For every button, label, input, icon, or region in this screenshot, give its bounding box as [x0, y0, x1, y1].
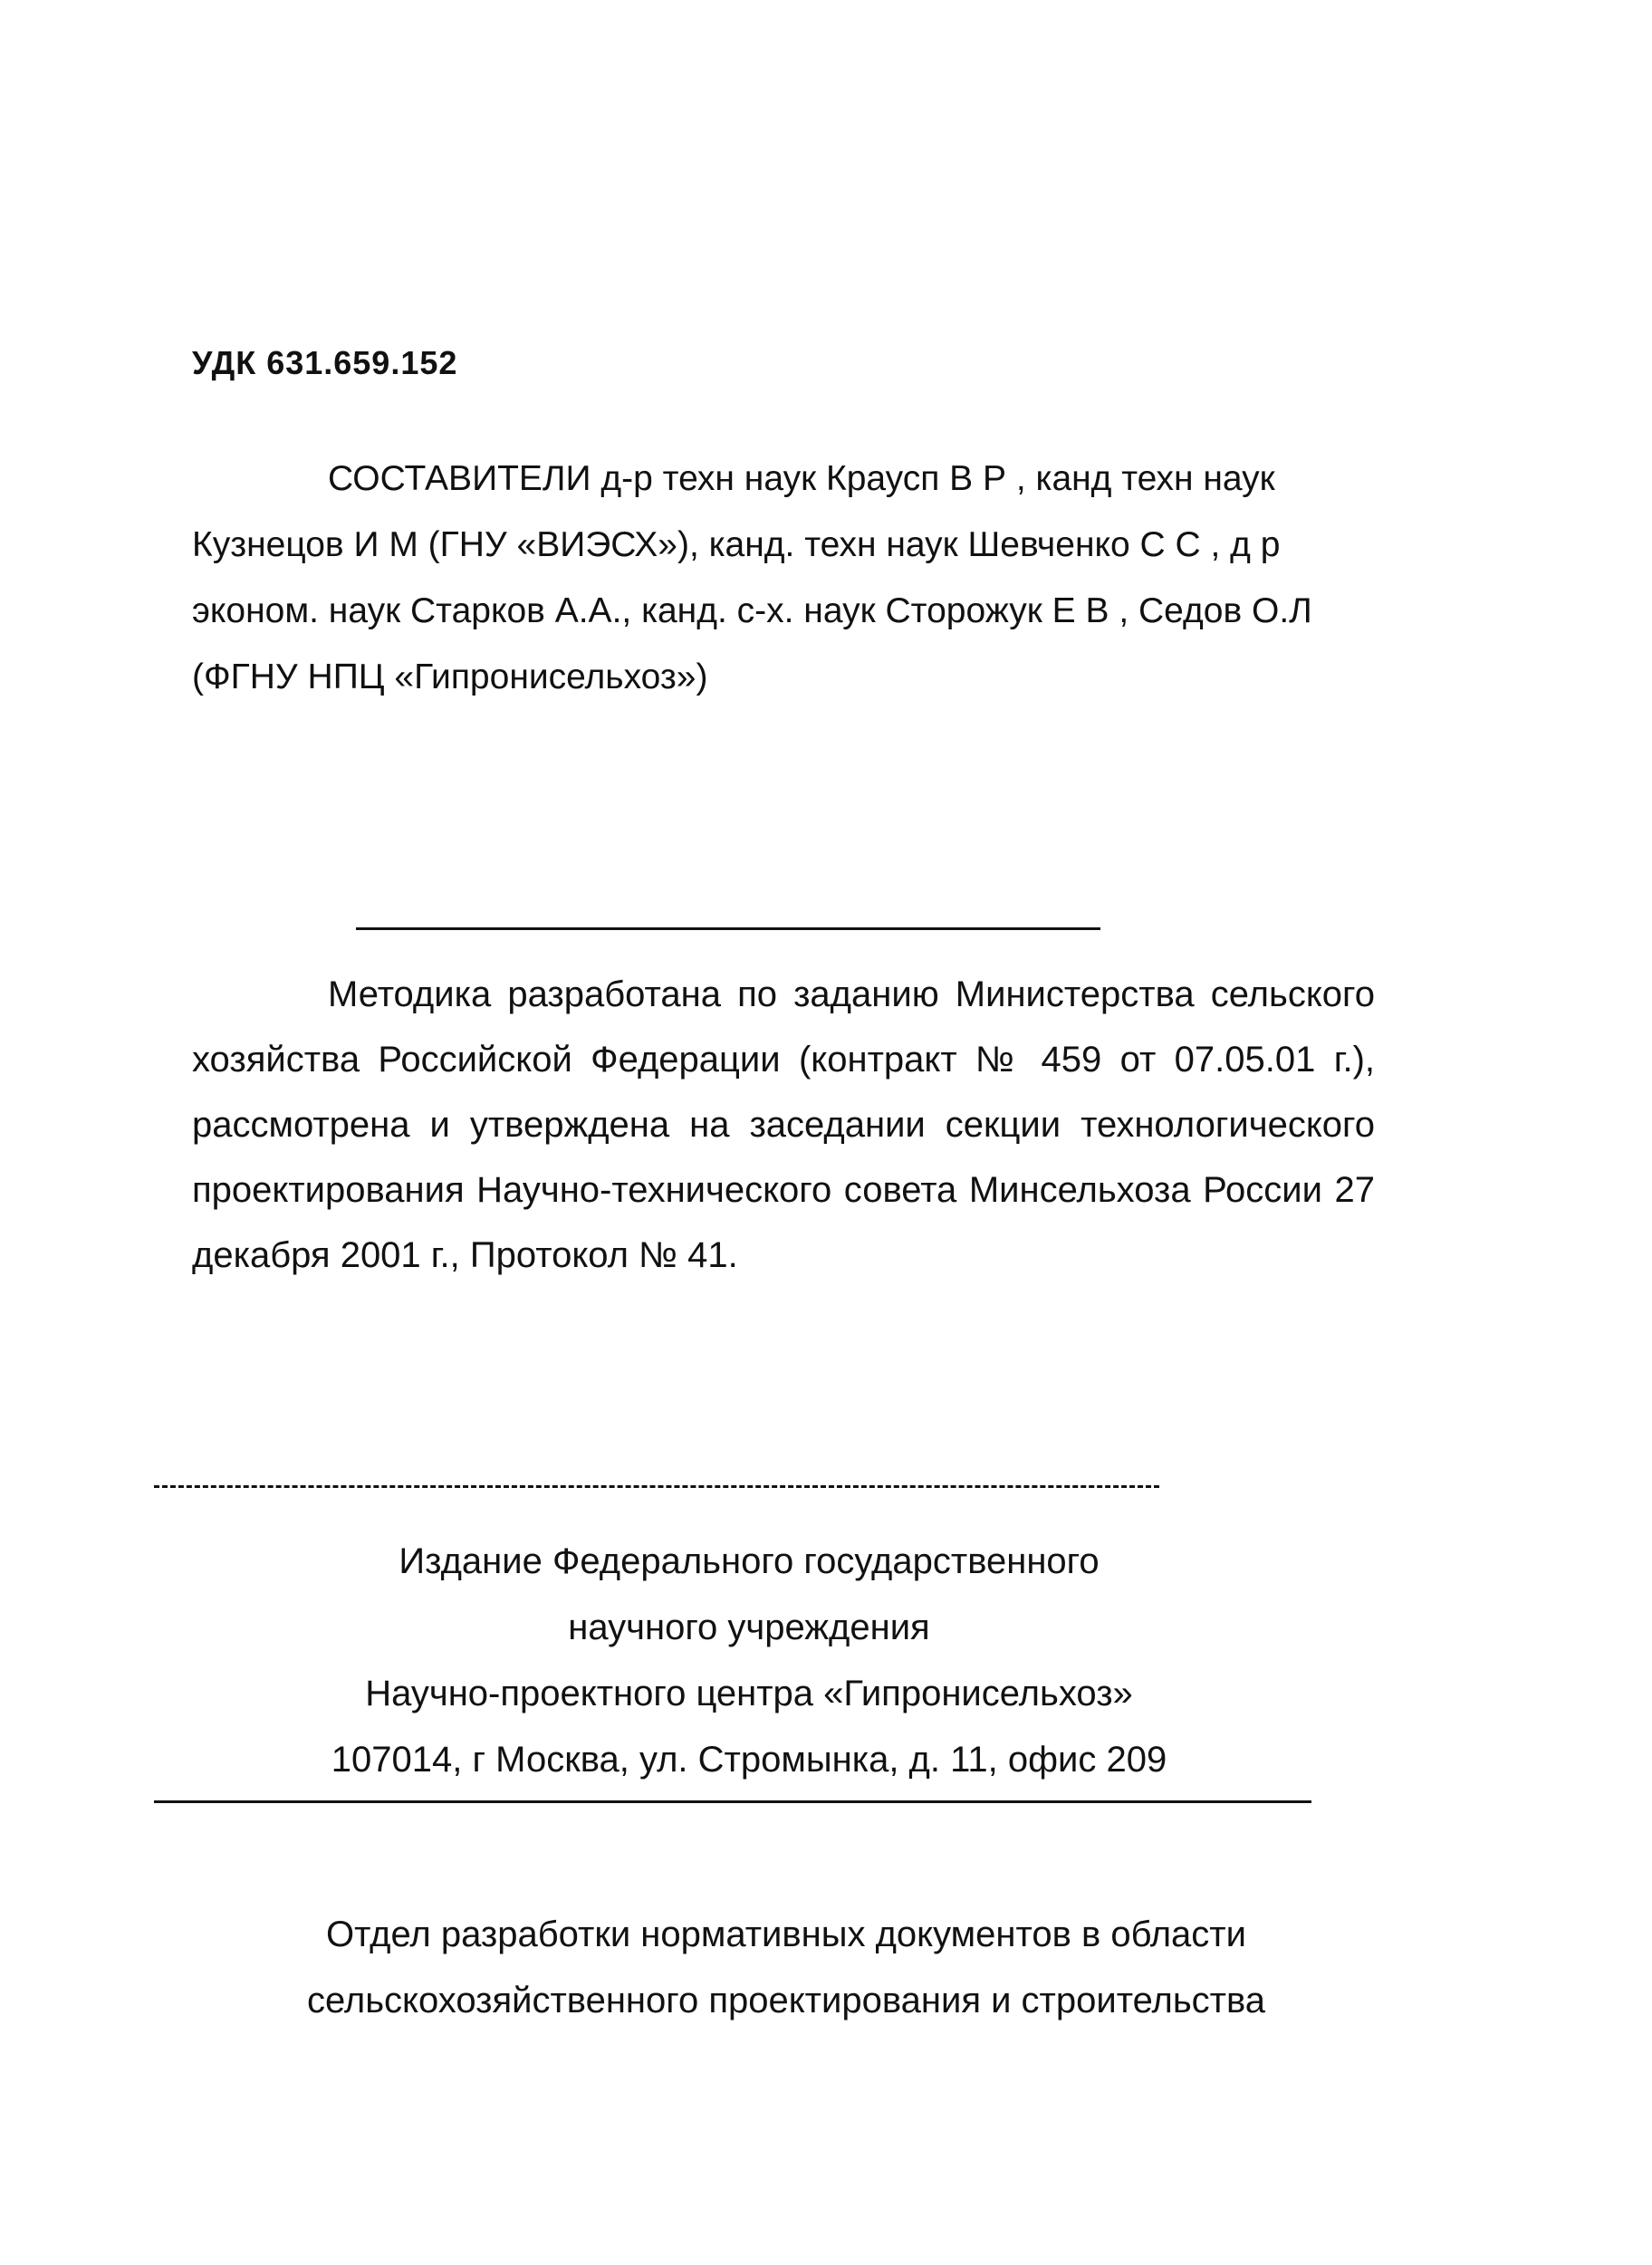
publisher-line: научного учреждения [568, 1608, 930, 1647]
methodology-text: Методика разработана по заданию Министерства сельского хозяйства Российской Федерации (контракт № 459 от 07.05.01 г.), рассмотрена и утверждена на заседании секции технологического проектирования Научно-технического совета Минсельхоза России 27 декабря 2001 г., Протокол № 41. [192, 974, 1375, 1275]
compilers-text: СОСТАВИТЕЛИ д-р техн наук Краусп В Р , канд техн наук Кузнецов И М (ГНУ «ВИЭСХ»), канд. техн наук Шевченко С С , д р эконом. наук Старков А.А., канд. с-х. наук Сторожук Е В , Седов О.Л (ФГНУ НПЦ «Гипронисельхоз») [192, 459, 1312, 696]
department-line: Отдел разработки нормативных документов в области [326, 1915, 1246, 1954]
department-block [192, 1902, 1380, 2034]
publisher-block [192, 1529, 1306, 1793]
publisher-address: 107014, г Москва, ул. Стромынка, д. 11, офис 209 [331, 1740, 1167, 1780]
separator-rule-top [356, 927, 1100, 930]
methodology-paragraph [192, 962, 1375, 1288]
udk-code: УДК 631.659.152 [192, 344, 458, 381]
separator-rule-bottom [154, 1800, 1311, 1803]
department-line: сельскохозяйственного проектирования и строительства [306, 1981, 1266, 2020]
publisher-line: Научно-проектного центра «Гипронисельхоз» [365, 1674, 1133, 1713]
separator-rule-dashed [154, 1485, 1159, 1488]
compilers-paragraph [192, 446, 1397, 710]
publisher-line: Издание Федерального государственного [399, 1541, 1100, 1581]
